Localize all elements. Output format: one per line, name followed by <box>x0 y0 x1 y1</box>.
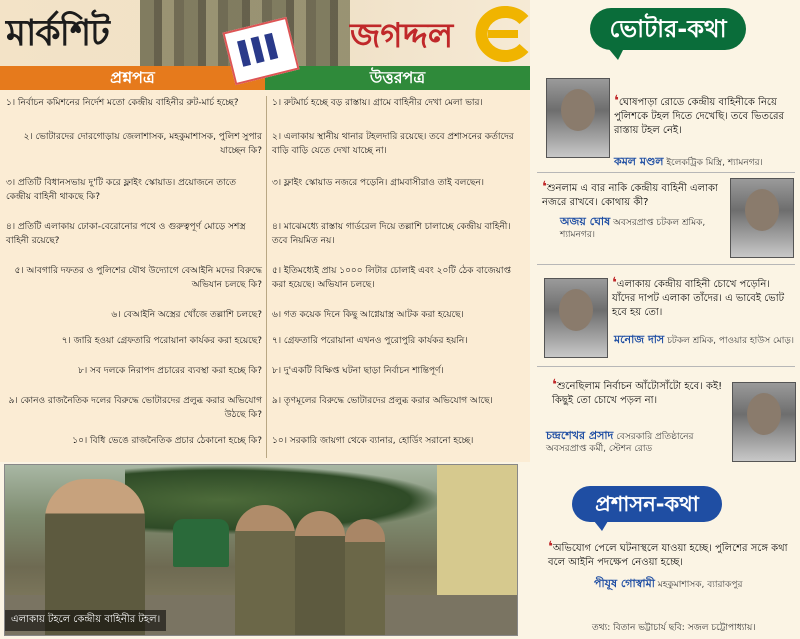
voter-credit: কমল মণ্ডল ইলেকট্রিক মিস্ত্রি, শ্যামনগর। <box>614 155 763 168</box>
voter-portrait <box>544 278 608 358</box>
question-text: ১। নির্বাচন কমিশনের নির্দেশ মতো কেন্দ্রীয় বাহিনীর রুট-মার্চ হচ্ছে? <box>6 98 239 108</box>
answer-text: ১০। সরকারি জায়গা থেকে ব্যানার, হোর্ডিং সরানো হচ্ছে। <box>272 436 474 446</box>
question-text: ৭। জারি হওয়া গ্রেফতারি পরোয়ানা কার্যকর করা হয়েছে? <box>61 336 262 346</box>
voter-heading: ভোটার-কথা <box>590 8 746 50</box>
answer-text: ১। রুটমার্চ হচ্ছে বড় রাস্তায়। গ্রামে বাহিনীর দেখা মেলা ভার। <box>272 98 483 108</box>
soldier-figure <box>235 505 295 635</box>
voter-portrait <box>732 382 796 462</box>
voter-quote: ❛ঘোষপাড়া রোডে কেন্দ্রীয় বাহিনীকে নিয়ে পুলিশকে টহল দিতে দেখেছি। তবে ভিতরের রাস্তায় টহল নেই। <box>614 93 785 136</box>
voter-credit: মনোজ দাস চটকল শ্রমিক, পাওয়ার হাউস মোড়। <box>614 333 794 346</box>
auto-rickshaw <box>173 519 229 567</box>
photo-caption: এলাকায় টহলে কেন্দ্রীয় বাহিনীর টহল। <box>5 610 166 631</box>
answer-text: ৪। মাঝেমধ্যে রাস্তায় গার্ডরেল দিয়ে তল্লাশি চালাচ্ছে কেন্দ্রীয় বাহিনী। তবে নিয়মিত নয়। <box>272 222 511 246</box>
photo-credit: তথ্য: বিতান ভট্টাচার্য ছবি: সজল চট্টোপাধ্যায়। <box>592 623 756 633</box>
answer-text: ৭। গ্রেফতারি পরোয়ানা এখনও পুরোপুরি কার্যকর হয়নি। <box>272 336 468 346</box>
question-text: ১০। বিধি ভেঙে রাজনৈতিক প্রচার ঠেকানো হচ্ছে কি? <box>72 436 262 446</box>
soldier-figure <box>295 511 345 635</box>
voter-portrait <box>546 78 610 158</box>
soldier-figure <box>345 519 385 635</box>
question-text: ৬। বেআইনি অস্ত্রের খোঁজে তল্লাশি চলছে? <box>111 310 262 320</box>
column-divider <box>266 96 267 458</box>
voter-credit: অজয় ঘোষ অবসরপ্রাপ্ত চটকল শ্রমিক, শ্যামনগর। <box>560 215 706 240</box>
question-text: ৪। প্রতিটি এলাকায় ঢোকা-বেরোনোর পথে ও গুরুত্বপূর্ণ মোড়ে সশস্ত্র বাহিনী রয়েছে? <box>6 222 246 246</box>
answer-text: ২। এলাকায় স্থানীয় থানার টহলদারি রয়েছে। তবে প্রশাসনের কর্তাদের বাড়ি বাড়ি যেতে দেখা যাচ্ছে না। <box>272 132 514 156</box>
voter-credit: চন্দ্রশেখর প্রসাদ বেসরকারি প্রতিষ্ঠানের অবসরপ্রাপ্ত কর্মী, স্টেশন রোড <box>546 429 694 454</box>
voter-quote: ❛শুনলাম এ বার নাকি কেন্দ্রীয় বাহিনী এলাকা নজরে রাখবে। কোথায় কী? <box>542 179 718 208</box>
voter-quote: ❛শুনেছিলাম নির্বাচন আঁটোসাঁটো হবে। কই! কিছুই তো চোখে পড়ল না। <box>552 377 723 406</box>
question-header: প্রশ্নপত্র <box>0 66 265 90</box>
question-text: ৯। কোনও রাজনৈতিক দলের বিরুদ্ধে ভোটারদের প্রলুব্ধ করার অভিযোগ উঠছে কি? <box>8 396 262 420</box>
answer-text: ৯। তৃণমূলের বিরুদ্ধে ভোটারদের প্রলুব্ধ করার অভিযোগ আছে। <box>272 396 493 406</box>
voter-quote: ❛এলাকায় কেন্দ্রীয় বাহিনী চোখে পড়েনি। যাঁদের দাপট এলাকা তাঁদের। এ ভাবেই ভোট হবে হয় তো। <box>612 275 785 318</box>
admin-credit: পীযূষ গোস্বামী মহকুমাশাসক, ব্যারাকপুর <box>594 577 743 590</box>
question-text: ২। ভোটারদের দোরগোড়ায় জেলাশাসক, মহকুমাশাসক, পুলিশ সুপার যাচ্ছেন কি? <box>23 132 262 156</box>
answer-text: ৩। ফ্লাইং স্কোয়াড নজরে পড়েনি। গ্রামবাসীরাও তাই বলছেন। <box>272 178 485 188</box>
answer-header: উত্তরপত্র <box>265 66 530 90</box>
voter-portrait <box>730 178 794 258</box>
place-name: জগদ্দল <box>350 16 454 56</box>
question-text: ৫। আবগারি দফতর ও পুলিশের যৌথ উদ্যোগে বেআইনি মদের বিরুদ্ধে অভিযান চলছে কি? <box>14 266 262 290</box>
answer-text: ৫। ইতিমধ্যেই প্রায় ১০০০ লিটার চোলাই এবং ২০টি ঠেক বাজেয়াপ্ত করা হয়েছে। অভিযান চলছে। <box>272 266 511 290</box>
brand-logo-icon <box>472 6 530 62</box>
answer-text: ৬। গত কয়েক দিনে কিছু আগ্নেয়াস্ত্র আটক করা হয়েছে। <box>272 310 464 320</box>
page-title: মার্কশিট <box>6 13 109 54</box>
question-text: ৮। সব দলকে নিরাপদ প্রচারের ব্যবস্থা করা হচ্ছে কি? <box>78 366 262 376</box>
answer-text: ৮। দু'একটি বিক্ষিপ্ত ঘটনা ছাড়া নির্বাচন শান্তিপূর্ণ। <box>272 366 444 376</box>
admin-quote: ❛অভিযোগ পেলে ঘটনাস্থলে যাওয়া হচ্ছে। পুলিশের সঙ্গে কথা বলে আইনি পদক্ষেপ নেওয়া হচ্ছে। <box>548 539 788 568</box>
admin-heading: প্রশাসন-কথা <box>572 486 722 522</box>
patrol-photo <box>4 464 518 636</box>
question-text: ৩। প্রতিটি বিধানসভায় দু'টি করে ফ্লাইং স্কোয়াড। প্রয়োজনে তাতে কেন্দ্রীয় বাহিনী থাকছে কি? <box>6 178 236 202</box>
